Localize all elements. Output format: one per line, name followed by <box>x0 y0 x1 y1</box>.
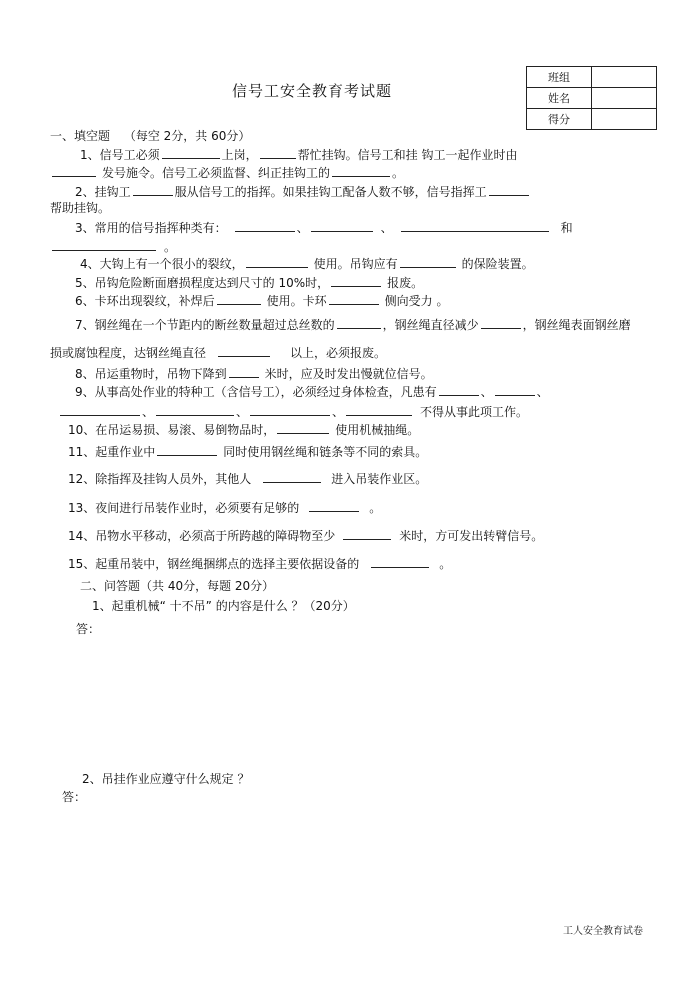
q3-sep-2: 、 <box>380 221 393 235</box>
q9-text-end: 不得从事此项工作。 <box>420 405 529 419</box>
q9-sep-1: 、 <box>480 385 493 399</box>
question-9-line-2 <box>58 403 528 420</box>
q3-blank-2[interactable] <box>311 220 373 232</box>
q15-text-a: 15、起重吊装中，钢丝绳捆绑点的选择主要依据设备的 <box>68 557 360 571</box>
question-6 <box>75 292 448 309</box>
q9-blank-5[interactable] <box>250 404 330 416</box>
answer-area-1[interactable] <box>76 640 636 760</box>
question-15 <box>68 555 451 572</box>
question-1-line-1 <box>80 146 517 163</box>
q1-blank-4[interactable] <box>332 165 390 177</box>
class-field[interactable] <box>592 67 657 88</box>
essay-question-1: 1、起重机械“ 十不吊” 的内容是什么 ？（20分） <box>92 599 355 613</box>
q13-blank-1[interactable] <box>309 500 359 512</box>
q8-text-a: 8、吊运重物时，吊物下降到 <box>75 367 227 381</box>
q3-text-a: 3、常用的信号指挥种类有： <box>75 221 227 235</box>
q9-sep-3: 、 <box>142 405 155 419</box>
q7-text-e: 以上，必须报废。 <box>290 346 387 360</box>
class-label: 班组 <box>527 67 592 88</box>
question-11 <box>68 443 427 460</box>
q11-text-a: 11、起重作业中 <box>68 445 156 459</box>
q7-text-c: ，钢丝绳表面钢丝磨 <box>522 318 631 332</box>
page-title: 信号工安全教育考试题 <box>232 82 393 100</box>
answer-area-2[interactable] <box>62 808 632 908</box>
q8-text-b: 米时，应及时发出慢就位信号。 <box>264 367 433 381</box>
q1-text-b: 上岗， <box>221 148 258 162</box>
q1-text-a: 1、信号工必须 <box>80 148 160 162</box>
q11-blank-1[interactable] <box>157 444 217 456</box>
answer-label-1: 答： <box>76 622 101 636</box>
q7-text-b: ，钢丝绳直径减少 <box>382 318 479 332</box>
q12-text-a: 12、除指挥及挂钩人员外，其他人 <box>68 472 252 486</box>
question-9-line-1 <box>75 383 549 400</box>
question-3-line-1 <box>75 219 573 236</box>
q4-blank-1[interactable] <box>246 256 308 268</box>
info-table <box>526 66 657 130</box>
question-8 <box>75 365 433 382</box>
q9-sep-2: 、 <box>536 385 549 399</box>
question-7-line-1 <box>75 316 631 333</box>
question-7-line-2 <box>50 344 386 361</box>
q13-text-b: 。 <box>369 501 382 515</box>
q14-text-a: 14、吊物水平移动，必须高于所跨越的障碍物至少 <box>68 529 336 543</box>
name-label: 姓名 <box>527 88 592 109</box>
q9-blank-1[interactable] <box>439 384 479 396</box>
q7-blank-1[interactable] <box>337 317 381 329</box>
q9-sep-5: 、 <box>332 405 345 419</box>
q2-text-b: 服从信号工的指挥。如果挂钩工配备人数不够，信号指挥工 <box>174 185 487 199</box>
q15-blank-1[interactable] <box>371 556 429 568</box>
section1-heading <box>50 127 250 144</box>
q2-blank-1[interactable] <box>133 184 173 196</box>
q9-blank-3[interactable] <box>60 404 140 416</box>
q6-blank-2[interactable] <box>329 293 379 305</box>
q1-blank-2[interactable] <box>260 147 296 159</box>
q2-blank-2[interactable] <box>489 184 529 196</box>
question-5 <box>75 274 423 291</box>
question-1-line-2 <box>50 164 404 181</box>
name-field[interactable] <box>592 88 657 109</box>
score-field[interactable] <box>592 109 657 130</box>
q4-text-c: 的保险装置。 <box>461 257 534 271</box>
q5-text-b: 报废。 <box>387 276 424 290</box>
q5-text-a: 5、吊钩危险断面磨损程度达到尺寸的 10%时， <box>75 276 330 290</box>
question-10 <box>68 421 419 438</box>
q1-blank-3[interactable] <box>52 165 96 177</box>
q4-text-a: 4、大钩上有一个很小的裂纹， <box>80 257 244 271</box>
section2-heading: 二、问答题（共 40分，每题 20分） <box>80 579 275 593</box>
q13-text-a: 13、夜间进行吊装作业时，必须要有足够的 <box>68 501 300 515</box>
question-12 <box>68 470 427 487</box>
q1-text-c: 帮忙挂钩。信号工和挂 钩工一起作业时由 <box>297 148 518 162</box>
q9-text-a: 9、从事高处作业的特种工（含信号工），必须经过身体检查，凡患有 <box>75 385 437 399</box>
q9-blank-4[interactable] <box>156 404 234 416</box>
q6-text-a: 6、卡环出现裂纹，补焊后 <box>75 294 215 308</box>
q9-blank-6[interactable] <box>346 404 412 416</box>
q7-text-a: 7、钢丝绳在一个节距内的断丝数量超过总丝数的 <box>75 318 335 332</box>
q8-blank-1[interactable] <box>229 366 259 378</box>
q7-blank-2[interactable] <box>481 317 521 329</box>
q14-text-b: 米时，方可发出转臂信号。 <box>399 529 544 543</box>
q3-blank-1[interactable] <box>235 220 295 232</box>
q5-blank-1[interactable] <box>331 275 381 287</box>
q4-blank-2[interactable] <box>400 256 456 268</box>
q10-text-b: 使用机械抽绳。 <box>335 423 420 437</box>
q4-text-b: 使用。吊钩应有 <box>313 257 398 271</box>
q3-and: 和 <box>560 221 573 235</box>
question-2-line-1 <box>75 183 531 200</box>
q10-text-a: 10、在吊运易损、易滚、易倒物品时， <box>68 423 276 437</box>
q12-blank-1[interactable] <box>263 471 321 483</box>
answer-label-2: 答： <box>62 790 87 804</box>
q1-text-d: 发号施令。信号工必须监督、纠正挂钩工的 <box>102 166 331 180</box>
question-4 <box>80 255 534 272</box>
q6-text-c: 侧向受力 。 <box>384 294 449 308</box>
q10-blank-1[interactable] <box>277 422 329 434</box>
essay-question-2: 2、吊挂作业应遵守什么规定 ？ <box>82 772 250 786</box>
q15-text-b: 。 <box>439 557 452 571</box>
q3-blank-3[interactable] <box>401 220 549 232</box>
question-3-line-2 <box>50 238 176 255</box>
q6-text-b: 使用。卡环 <box>266 294 327 308</box>
q7-blank-3[interactable] <box>218 345 270 357</box>
q11-text-b: 同时使用钢丝绳和链条等不同的索具。 <box>223 445 428 459</box>
q14-blank-1[interactable] <box>343 528 391 540</box>
q7-text-d: 损或腐蚀程度，达钢丝绳直径 <box>50 346 207 360</box>
q9-sep-4: 、 <box>236 405 249 419</box>
q3-sep-1: 、 <box>296 221 309 235</box>
q3-blank-4[interactable] <box>52 239 156 251</box>
question-2-line-2: 帮助挂钩。 <box>50 201 111 215</box>
score-label: 得分 <box>527 109 592 130</box>
q1-text-e: 。 <box>392 166 405 180</box>
q12-text-b: 进入吊装作业区。 <box>331 472 428 486</box>
q3-text-end: 。 <box>164 240 177 254</box>
q1-blank-1[interactable] <box>162 147 220 159</box>
section1-title: 一、填空题 <box>50 129 111 143</box>
footer-text: 工人安全教育试卷 <box>563 926 643 937</box>
section1-points: （每空 2分，共 60分） <box>123 129 251 143</box>
question-13 <box>68 499 381 516</box>
q9-blank-2[interactable] <box>495 384 535 396</box>
q2-text-a: 2、挂钩工 <box>75 185 131 199</box>
question-14 <box>68 527 543 544</box>
q6-blank-1[interactable] <box>217 293 261 305</box>
